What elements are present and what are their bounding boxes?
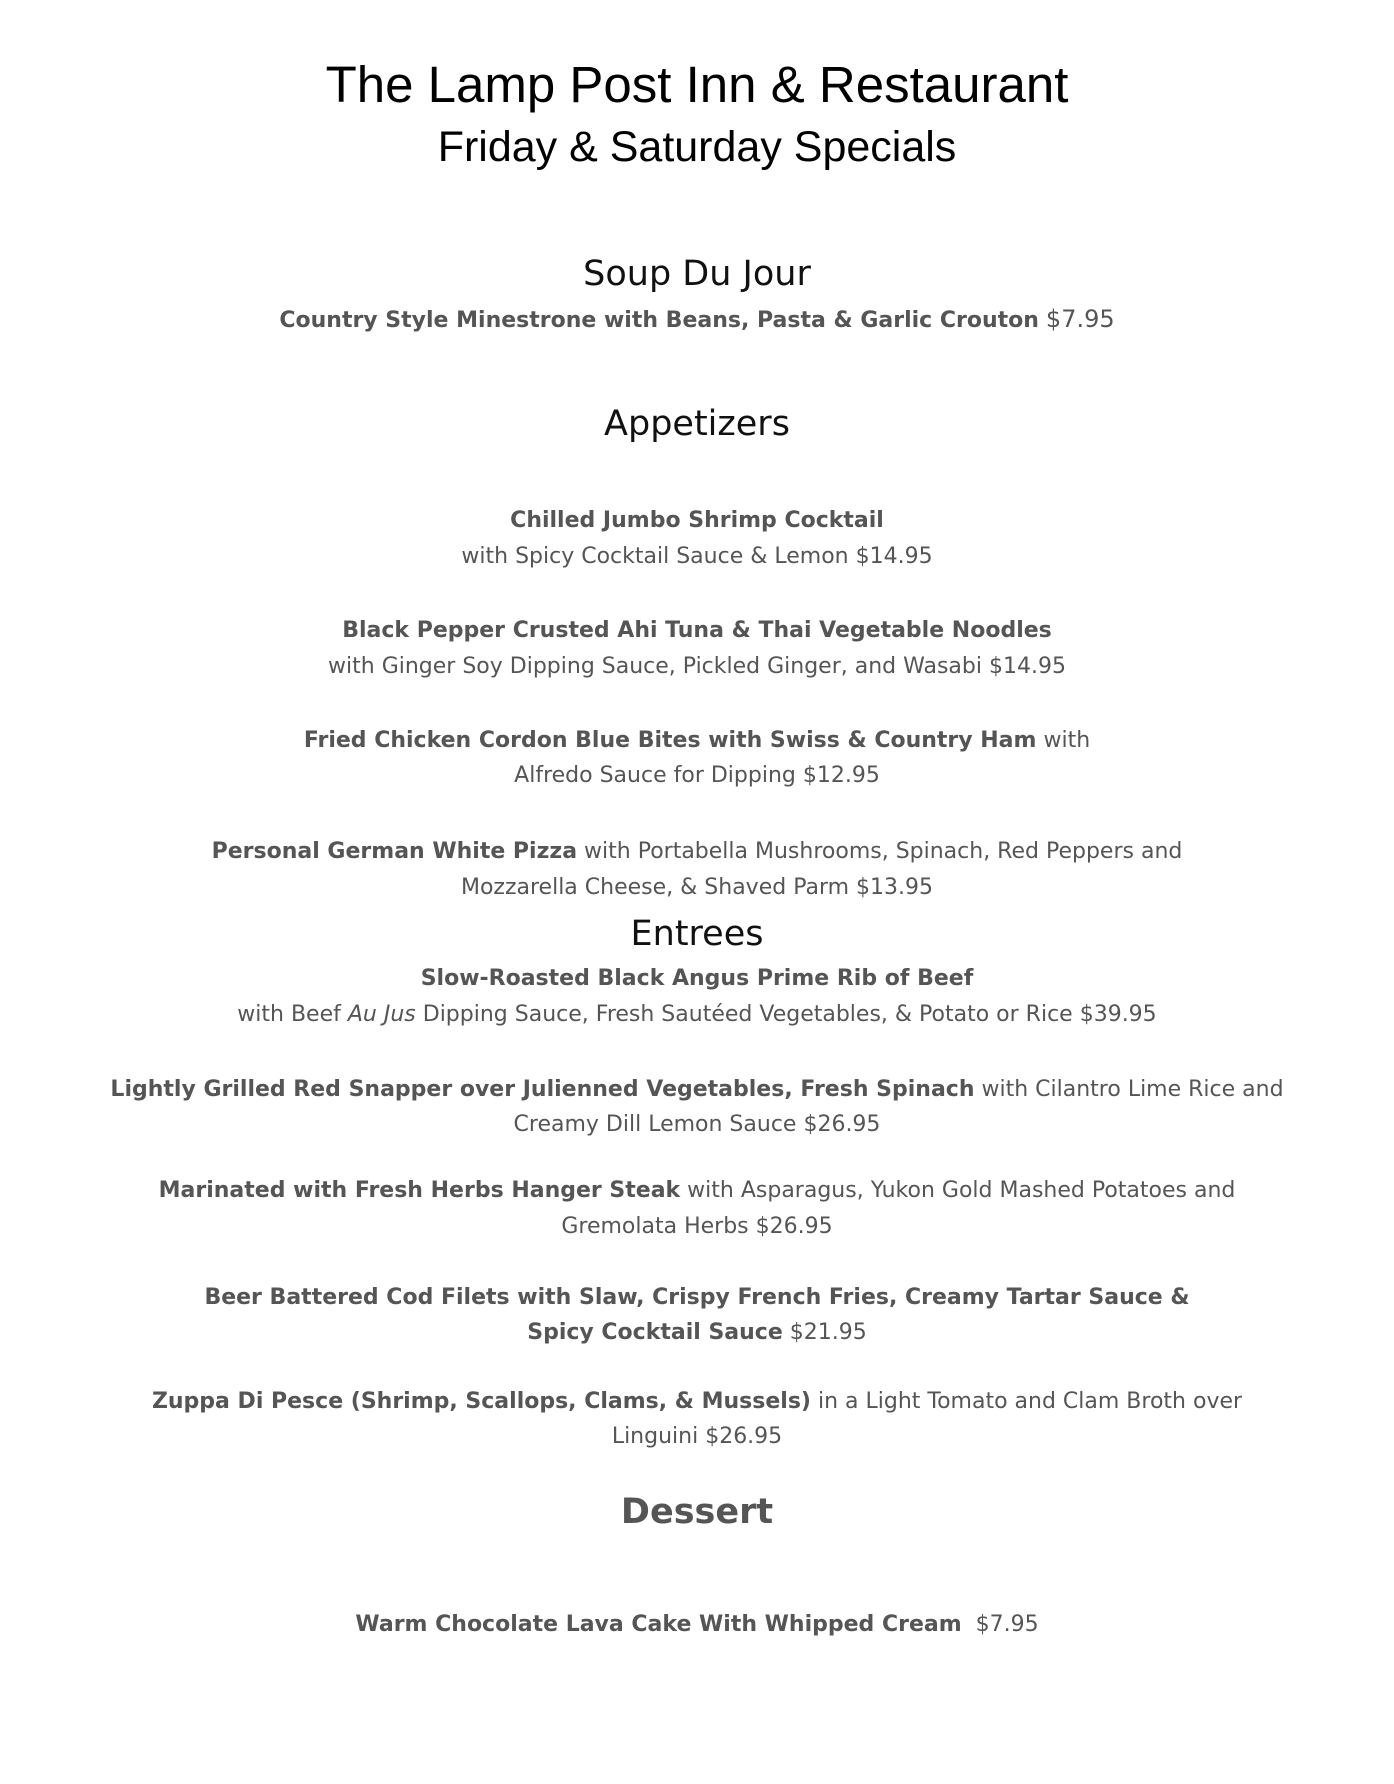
entree-item-line (0, 1072, 1394, 1107)
appetizer-3-desc-line2: Alfredo Sauce for Dipping $12.95 (514, 763, 880, 788)
entree-4-name-line2: Spicy Cocktail Sauce (527, 1320, 783, 1345)
entree-3-desc-line1: with Asparagus, Yukon Gold Mashed Potatoes and (680, 1178, 1236, 1203)
entree-1-desc-pre: with Beef (237, 1002, 348, 1027)
appetizer-2-desc: with Ginger Soy Dipping Sauce, Pickled Ginger, and Wasabi $14.95 (328, 654, 1066, 679)
entree-3-name: Marinated with Fresh Herbs Hanger Steak (158, 1178, 681, 1203)
entree-item-line (0, 1209, 1394, 1244)
appetizer-item-line (0, 834, 1394, 869)
appetizer-1-desc: with Spicy Cocktail Sauce & Lemon $14.95 (461, 544, 933, 569)
appetizer-1-name: Chilled Jumbo Shrimp Cocktail (510, 508, 884, 533)
entree-item-line (0, 1107, 1394, 1142)
soup-heading: Soup Du Jour (583, 254, 811, 294)
entree-item-line (0, 1384, 1394, 1419)
appetizer-4-desc-line1: with Portabella Mushrooms, Spinach, Red Peppers and (577, 839, 1183, 864)
appetizers-heading: Appetizers (604, 404, 790, 444)
appetizer-item-line (0, 758, 1394, 793)
entree-item-desc (0, 997, 1394, 1032)
entree-item-line (0, 1173, 1394, 1208)
dessert-heading: Dessert (620, 1492, 774, 1532)
restaurant-title: The Lamp Post Inn & Restaurant (325, 56, 1069, 113)
appetizer-item-desc (0, 649, 1394, 684)
soup-item-price: $7.95 (1045, 305, 1115, 333)
entree-1-desc-italic: Au Jus (347, 1002, 416, 1027)
appetizer-item-line (0, 870, 1394, 905)
entree-2-desc-line1: with Cilantro Lime Rice and (974, 1077, 1284, 1102)
entree-item-line (0, 1315, 1394, 1350)
entree-item-name (0, 961, 1394, 996)
appetizer-4-name: Personal German White Pizza (211, 839, 578, 864)
entree-2-name: Lightly Grilled Red Snapper over Julienned Vegetables, Fresh Spinach (110, 1077, 975, 1102)
appetizer-3-name: Fried Chicken Cordon Blue Bites with Swiss & Country Ham (303, 728, 1037, 753)
entree-5-desc-line2: Linguini $26.95 (611, 1424, 783, 1449)
entree-item-line (0, 1280, 1394, 1315)
entree-2-desc-line2: Creamy Dill Lemon Sauce $26.95 (513, 1112, 881, 1137)
entree-3-desc-line2: Gremolata Herbs $26.95 (561, 1214, 833, 1239)
entree-5-name: Zuppa Di Pesce (Shrimp, Scallops, Clams, & Mussels) (151, 1389, 811, 1414)
appetizer-item-name (0, 503, 1394, 538)
soup-item-name: Country Style Minestrone with Beans, Pasta & Garlic Crouton (279, 308, 1039, 333)
entree-1-name: Slow-Roasted Black Angus Prime Rib of Beef (420, 966, 974, 991)
appetizer-item-line (0, 723, 1394, 758)
appetizer-item-name (0, 613, 1394, 648)
entree-5-desc-line1: in a Light Tomato and Clam Broth over (810, 1389, 1243, 1414)
entree-4-name-line1: Beer Battered Cod Filets with Slaw, Crispy French Fries, Creamy Tartar Sauce & (204, 1285, 1190, 1310)
appetizer-item-desc (0, 539, 1394, 574)
appetizer-4-desc-line2: Mozzarella Cheese, & Shaved Parm $13.95 (460, 875, 934, 900)
dessert-item-price: $7.95 (961, 1612, 1039, 1637)
entree-1-desc-post: Dipping Sauce, Fresh Sautéed Vegetables, & Potato or Rice $39.95 (415, 1002, 1157, 1027)
dessert-item (0, 1607, 1394, 1642)
entrees-heading: Entrees (630, 914, 764, 954)
entree-item-line (0, 1419, 1394, 1454)
appetizer-3-desc-line1: with (1036, 728, 1091, 753)
specials-subtitle: Friday & Saturday Specials (437, 123, 957, 171)
appetizer-2-name: Black Pepper Crusted Ahi Tuna & Thai Vegetable Noodles (342, 618, 1052, 643)
dessert-item-name: Warm Chocolate Lava Cake With Whipped Cream (355, 1612, 962, 1637)
soup-item (0, 302, 1394, 338)
entree-4-price: $21.95 (782, 1320, 867, 1345)
